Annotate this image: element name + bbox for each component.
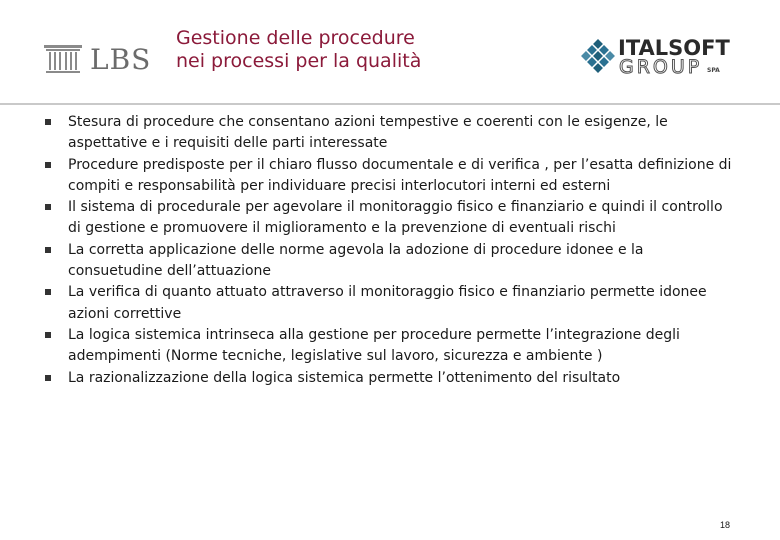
list-item [44,282,734,325]
bullet-text: La logica sistemica intrinseca alla gestione per procedure permette l’integrazione degli adempimenti (Norme tecniche, legislative sul lavoro, sicurezza e ambiente ) [68,326,680,365]
list-item [44,155,734,198]
square-bullet-icon [45,375,51,381]
bullet-list [44,112,734,389]
bullet-text: Procedure predisposte per il chiaro flusso documentale e di verifica , per l’esatta definizione di compiti e responsabilità per individuare precisi interlocutori interni ed esterni [68,156,732,194]
header-divider [0,103,780,105]
slide-header [0,0,780,110]
list-item [44,325,734,368]
square-bullet-icon [45,332,51,338]
title-line-2: nei processi per la qualità [176,50,422,72]
bullet-text: La verifica di quanto attuato attraverso il monitoraggio fisico e finanziario permette idonee azioni correttive [68,284,707,322]
square-bullet-icon [45,289,51,295]
column-icon [44,45,82,75]
italsoft-logo [578,36,728,80]
list-item [44,112,734,155]
bullet-text: La corretta applicazione delle norme agevola la adozione di procedure idonee e la consuetudine dell’attuazione [68,241,644,280]
list-item [44,197,734,240]
italsoft-group: GROUP [619,56,703,78]
square-bullet-icon [45,204,51,210]
page-number: 18 [719,520,730,530]
bullet-text: Il sistema di procedurale per agevolare il monitoraggio fisico e finanziario e quindi il controllo di gestione e promuovere il miglioramento e la prevenzione di eventuali rischi [68,199,723,237]
lbs-logo [44,44,151,76]
page-title [176,27,421,73]
square-bullet-icon [45,119,51,125]
list-item [44,368,734,389]
lbs-logo-text: LBS [90,43,152,76]
italsoft-spa: SPA [707,67,720,74]
square-bullet-icon [45,162,51,168]
title-line-1: Gestione delle procedure [176,27,415,49]
diamond-grid-icon [578,36,618,76]
bullet-text: Stesura di procedure che consentano azioni tempestive e coerenti con le esigenze, le aspettative e i requisiti delle parti interessate [68,114,668,152]
bullet-text: La razionalizzazione della logica sistemica permette l’ottenimento del risultato [68,369,621,386]
list-item [44,240,734,283]
square-bullet-icon [45,247,51,253]
italsoft-name: ITALSOFT [618,36,730,60]
